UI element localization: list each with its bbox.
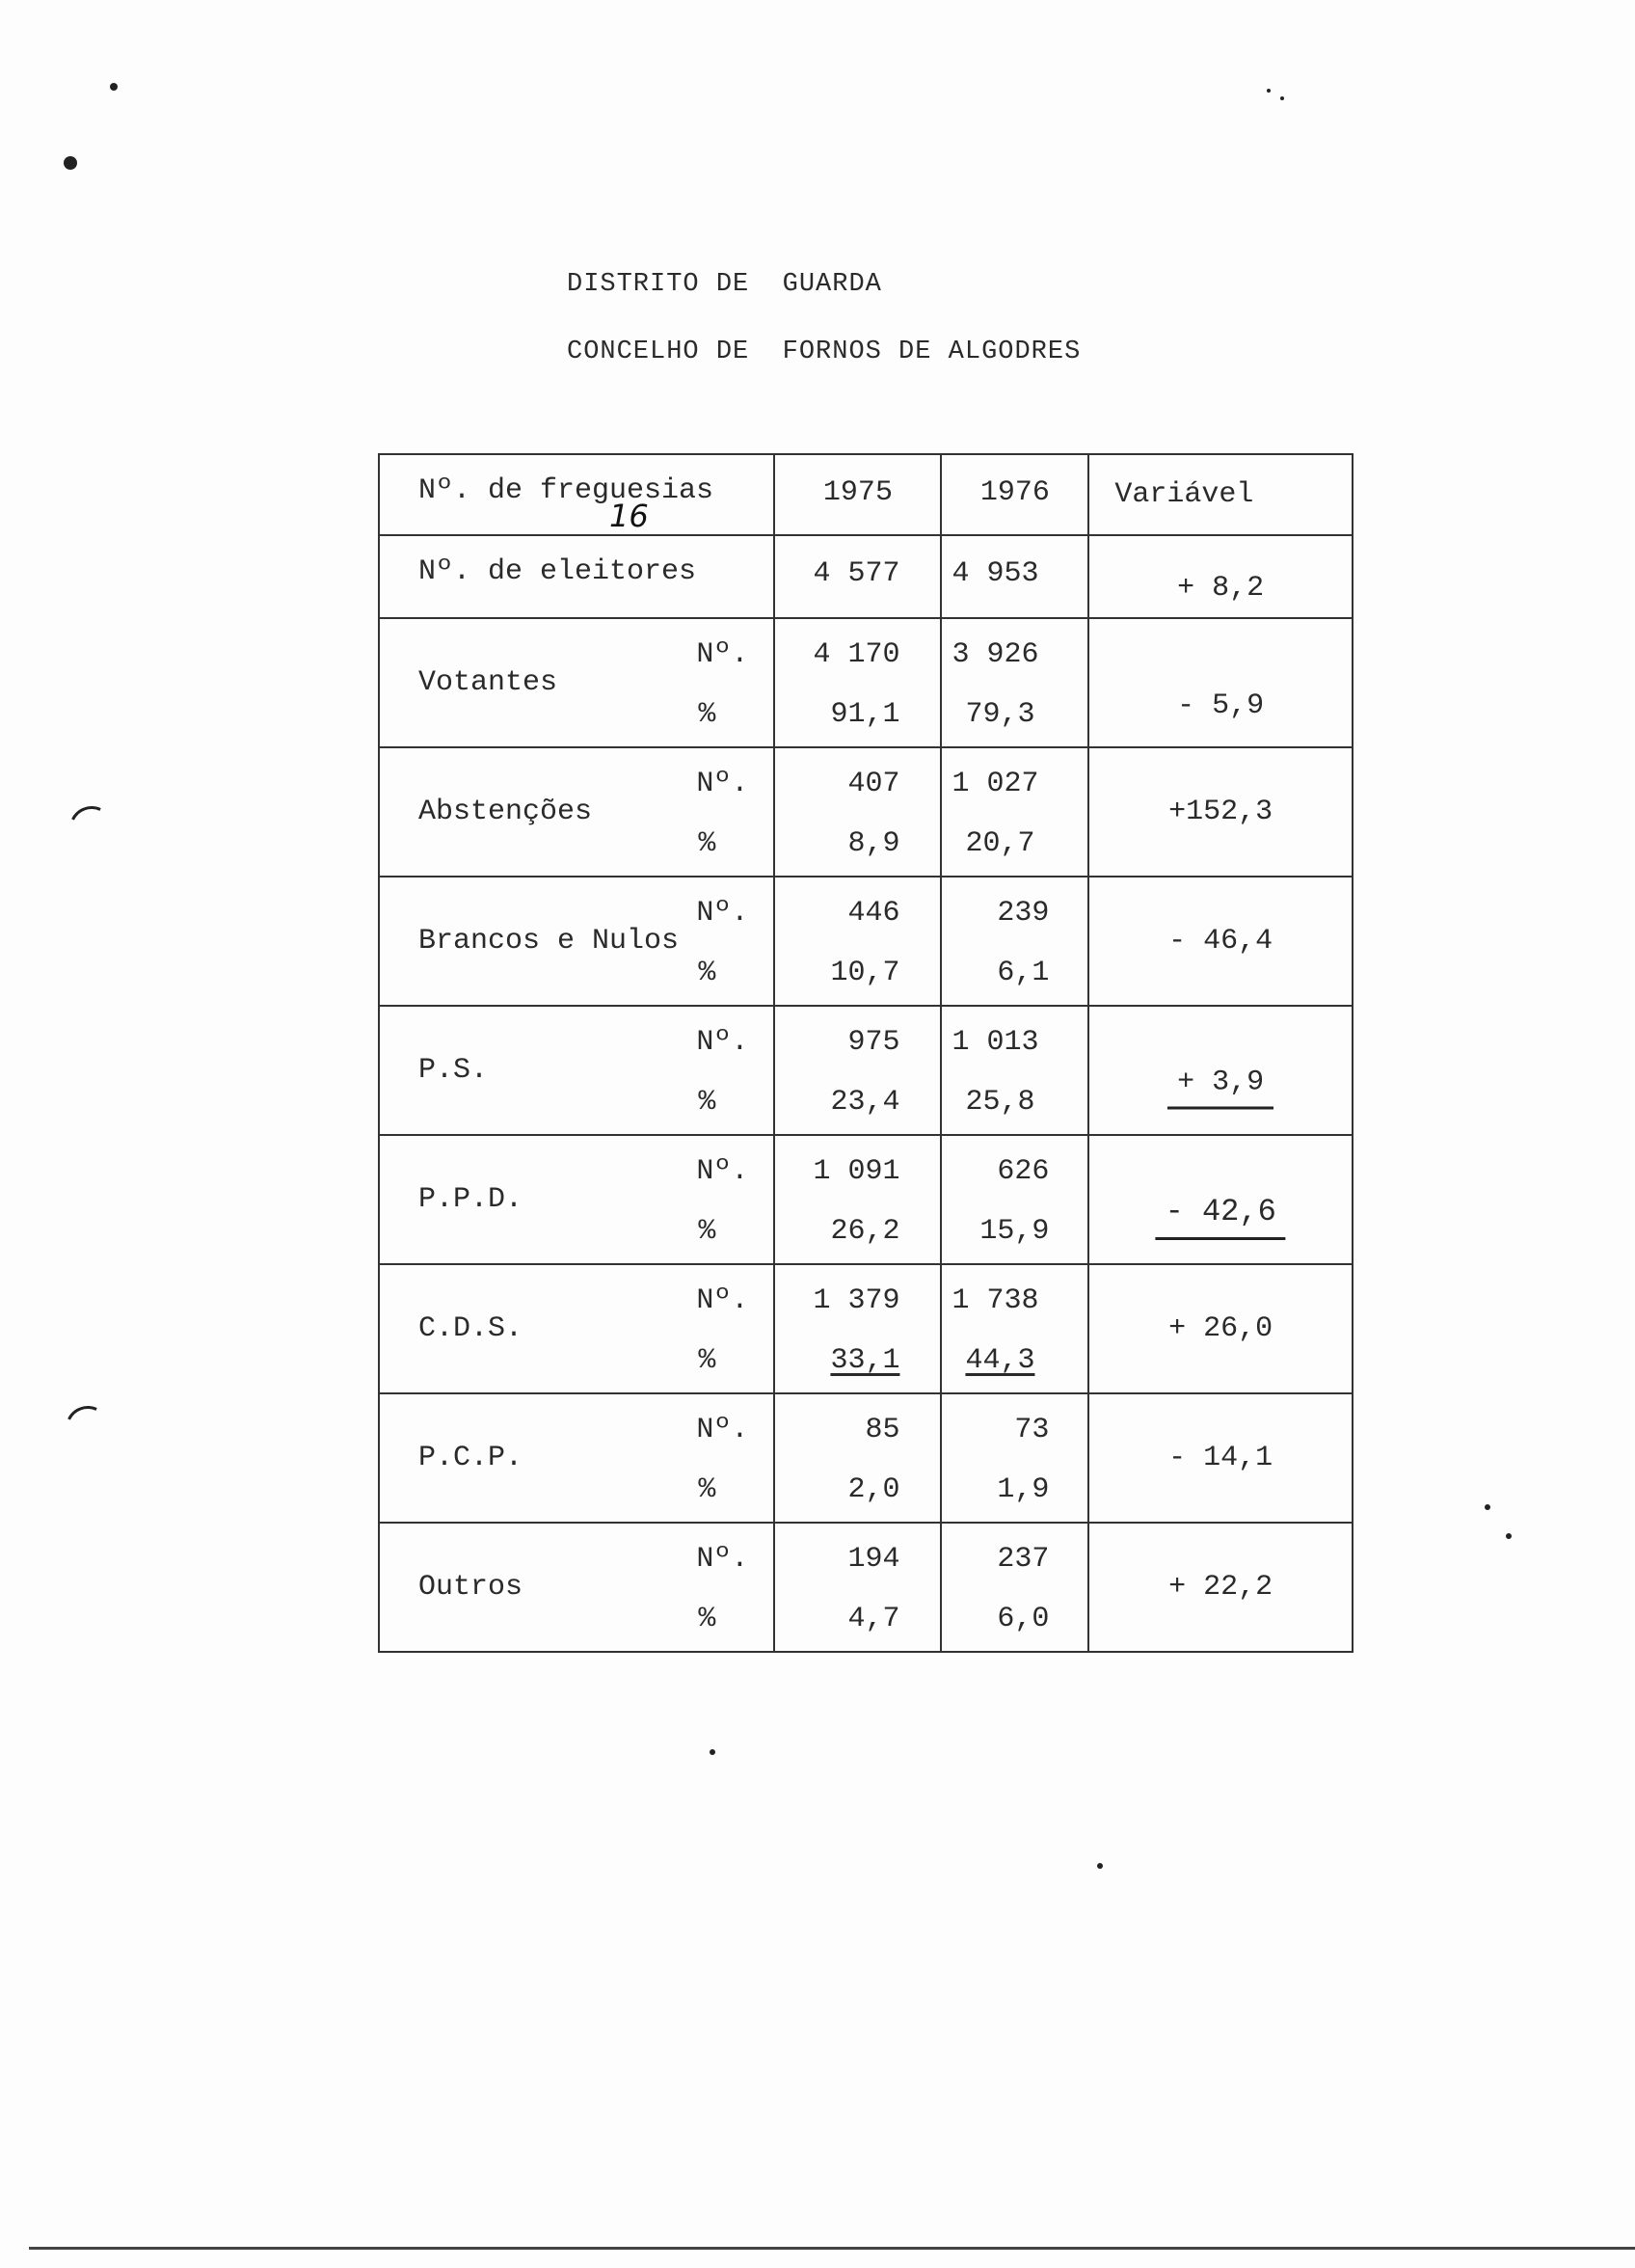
- electors-label: Nº. de eleitores: [418, 555, 697, 588]
- header-1976-cell: [941, 454, 1088, 535]
- percent-1975: 91,1: [830, 698, 900, 731]
- row-label-cell: [379, 1006, 774, 1135]
- number-sublabel: Nº.: [696, 1026, 749, 1059]
- percent-1976: 6,0: [997, 1603, 1050, 1635]
- row-label-cell: [379, 1264, 774, 1393]
- cell-1975: [774, 1523, 941, 1652]
- percent-1975: 33,1: [830, 1344, 900, 1377]
- number-1976: 626: [997, 1155, 1050, 1188]
- percent-sublabel: %: [698, 1344, 716, 1377]
- page-bottom-rule: [29, 2247, 1635, 2250]
- percent-sublabel: %: [698, 1215, 716, 1248]
- number-sublabel: Nº.: [696, 897, 749, 930]
- cell-1976: [941, 1135, 1088, 1264]
- scan-speck: [1485, 1504, 1490, 1510]
- variation-value: + 26,0: [1168, 1312, 1273, 1345]
- percent-1975: 23,4: [830, 1086, 900, 1119]
- row-label: P.C.P.: [418, 1442, 523, 1474]
- cell-1975: [774, 1006, 941, 1135]
- cell-1976: [941, 747, 1088, 877]
- variation-cell: [1088, 1393, 1353, 1523]
- percent-sublabel: %: [698, 1473, 716, 1506]
- scan-speck: [1506, 1533, 1512, 1539]
- row-label-cell: [379, 1523, 774, 1652]
- cell-1976: [941, 877, 1088, 1006]
- cell-1975: [774, 1264, 941, 1393]
- table-row: [379, 1523, 1353, 1652]
- row-label: P.S.: [418, 1054, 489, 1087]
- row-label-cell: [379, 1135, 774, 1264]
- cell-1976: [941, 1264, 1088, 1393]
- number-1975: 446: [847, 897, 900, 930]
- variation-value: - 14,1: [1168, 1442, 1273, 1474]
- number-sublabel: Nº.: [696, 638, 749, 671]
- scan-mark: [64, 800, 121, 857]
- percent-sublabel: %: [698, 957, 716, 989]
- electors-1975: 4 577: [813, 557, 900, 590]
- percent-1976: 79,3: [965, 698, 1035, 731]
- table-row-electors: [379, 535, 1353, 618]
- variation-header: Variável: [1114, 478, 1254, 511]
- cell-1975: [774, 618, 941, 747]
- variation-cell: [1088, 1523, 1353, 1652]
- number-1975: 85: [865, 1414, 900, 1446]
- variation-value: - 46,4: [1168, 925, 1273, 958]
- number-1975: 975: [847, 1026, 900, 1059]
- variation-cell: [1088, 1264, 1353, 1393]
- table-row: [379, 1135, 1353, 1264]
- row-label: Votantes: [418, 666, 558, 699]
- scan-speck: [64, 156, 77, 170]
- row-label-cell: [379, 877, 774, 1006]
- table-row: [379, 747, 1353, 877]
- variation-cell: [1088, 1006, 1353, 1135]
- header-variation-cell: [1088, 454, 1353, 535]
- row-label: Abstenções: [418, 796, 593, 828]
- electors-label-cell: [379, 535, 774, 618]
- number-1976: 237: [997, 1543, 1050, 1576]
- scan-speck: [710, 1749, 715, 1755]
- number-1976: 239: [997, 897, 1050, 930]
- cell-1976: [941, 1393, 1088, 1523]
- row-label: Outros: [418, 1571, 523, 1604]
- table-row: [379, 618, 1353, 747]
- percent-sublabel: %: [698, 827, 716, 860]
- cell-1976: [941, 1523, 1088, 1652]
- header-1975-cell: [774, 454, 941, 535]
- number-1976: 1 738: [952, 1284, 1039, 1317]
- council-heading: CONCELHO DE FORNOS DE ALGODRES: [567, 338, 1082, 366]
- electors-variation-cell: [1088, 535, 1353, 618]
- percent-sublabel: %: [698, 1086, 716, 1119]
- row-label: C.D.S.: [418, 1312, 523, 1345]
- row-label-cell: [379, 1393, 774, 1523]
- year-1976: 1976: [979, 476, 1050, 509]
- cell-1976: [941, 1006, 1088, 1135]
- percent-sublabel: %: [698, 698, 716, 731]
- table-header-row: [379, 454, 1353, 535]
- electors-variation: + 8,2: [1177, 571, 1265, 605]
- table-row: [379, 1393, 1353, 1523]
- number-1976: 1 027: [952, 768, 1039, 800]
- number-1975: 1 091: [813, 1155, 900, 1188]
- row-label-cell: [379, 618, 774, 747]
- percent-1976: 1,9: [997, 1473, 1050, 1506]
- percent-1975: 2,0: [847, 1473, 900, 1506]
- cell-1975: [774, 1393, 941, 1523]
- electors-1976-cell: [941, 535, 1088, 618]
- percent-1975: 8,9: [847, 827, 900, 860]
- table-row: [379, 877, 1353, 1006]
- table-row: [379, 1006, 1353, 1135]
- number-1975: 194: [847, 1543, 900, 1576]
- row-label-cell: [379, 747, 774, 877]
- number-sublabel: Nº.: [696, 1284, 749, 1317]
- electors-1975-cell: [774, 535, 941, 618]
- variation-value: + 22,2: [1168, 1571, 1273, 1604]
- number-1975: 407: [847, 768, 900, 800]
- scan-speck: [1280, 96, 1284, 100]
- district-heading: DISTRITO DE GUARDA: [567, 270, 882, 299]
- scan-speck: [110, 83, 118, 91]
- percent-1976: 44,3: [965, 1344, 1035, 1377]
- cell-1975: [774, 1135, 941, 1264]
- percent-1975: 10,7: [830, 957, 900, 989]
- percent-1976: 20,7: [965, 827, 1035, 860]
- number-sublabel: Nº.: [696, 1155, 749, 1188]
- variation-cell: [1088, 877, 1353, 1006]
- row-label: Brancos e Nulos: [418, 925, 680, 958]
- number-1975: 1 379: [813, 1284, 900, 1317]
- scan-mark: [60, 1400, 117, 1457]
- percent-1976: 25,8: [965, 1086, 1035, 1119]
- variation-value: - 5,9: [1177, 688, 1265, 722]
- parishes-handwritten-count: 16: [609, 498, 649, 534]
- number-1976: 3 926: [952, 638, 1039, 671]
- variation-value: +152,3: [1168, 796, 1273, 828]
- number-sublabel: Nº.: [696, 768, 749, 800]
- variation-value: + 3,9: [1167, 1066, 1273, 1110]
- table-row: [379, 1264, 1353, 1393]
- cell-1975: [774, 747, 941, 877]
- number-1976: 73: [1014, 1414, 1050, 1446]
- number-1976: 1 013: [952, 1026, 1039, 1059]
- scan-speck: [1267, 89, 1271, 93]
- scan-speck: [1097, 1863, 1103, 1869]
- row-label: P.P.D.: [418, 1183, 523, 1216]
- parishes-label: Nº. de freguesias: [418, 474, 714, 507]
- election-results-table: [378, 453, 1354, 1653]
- variation-cell: [1088, 1135, 1353, 1264]
- variation-cell: [1088, 618, 1353, 747]
- number-1975: 4 170: [813, 638, 900, 671]
- percent-1976: 15,9: [979, 1215, 1050, 1248]
- number-sublabel: Nº.: [696, 1414, 749, 1446]
- header-parishes-cell: [379, 454, 774, 535]
- percent-1975: 26,2: [830, 1215, 900, 1248]
- year-1975: 1975: [822, 476, 893, 509]
- cell-1976: [941, 618, 1088, 747]
- variation-cell: [1088, 747, 1353, 877]
- percent-1976: 6,1: [997, 957, 1050, 989]
- electors-1976: 4 953: [952, 557, 1039, 590]
- cell-1975: [774, 877, 941, 1006]
- percent-1975: 4,7: [847, 1603, 900, 1635]
- percent-sublabel: %: [698, 1603, 716, 1635]
- variation-value: - 42,6: [1156, 1194, 1286, 1240]
- number-sublabel: Nº.: [696, 1543, 749, 1576]
